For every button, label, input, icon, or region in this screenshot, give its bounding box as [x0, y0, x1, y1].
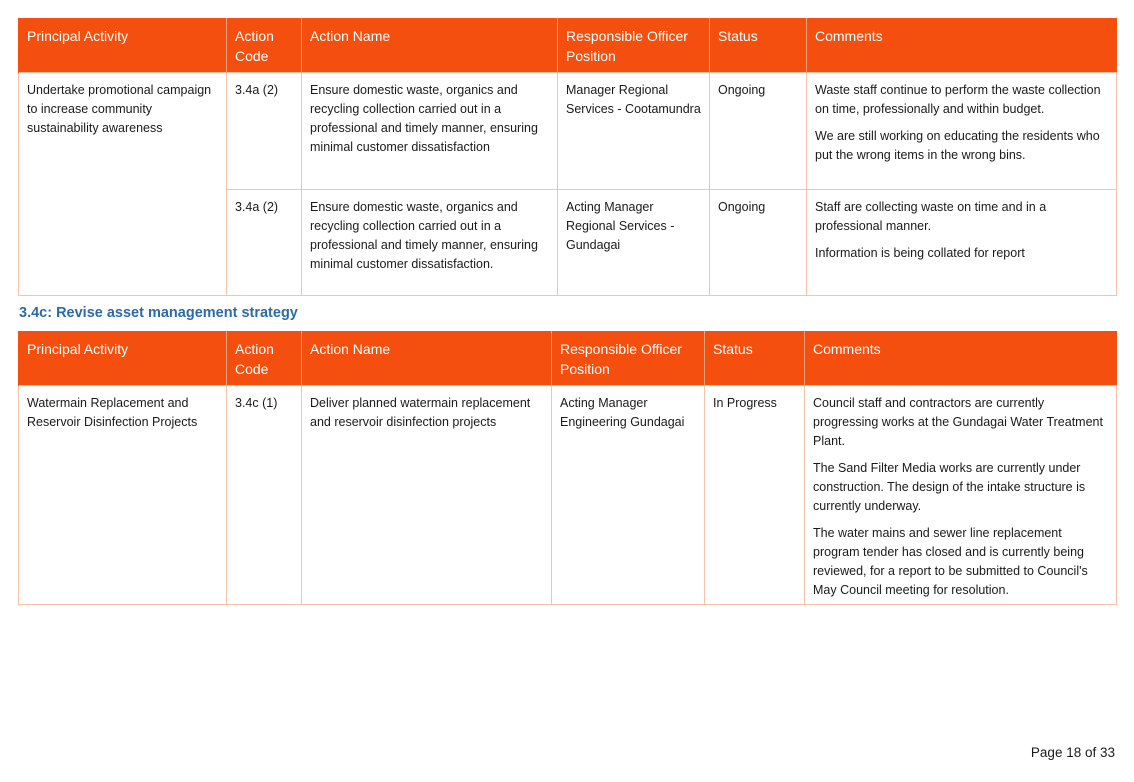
action-table-3-4c: [18, 331, 1117, 605]
comment-paragraph: The water mains and sewer line replacement program tender has closed and is currently being reviewed, for a report to be submitted to Council's May Council meeting for resolution.: [813, 526, 1088, 597]
action-code-cell: 3.4a (2): [227, 190, 302, 296]
header-responsible-officer: Responsible Officer Position: [552, 331, 705, 386]
header-action-name: Action Name: [302, 331, 552, 386]
principal-activity-cell: Watermain Replacement and Reservoir Disinfection Projects: [19, 386, 227, 605]
table-header-row: [19, 18, 1117, 73]
section-heading: 3.4c: Revise asset management strategy: [19, 305, 298, 321]
action-name-cell: Deliver planned watermain replacement and reservoir disinfection projects: [302, 386, 552, 605]
comment-paragraph: We are still working on educating the residents who put the wrong items in the wrong bins.: [815, 129, 1100, 162]
comment-paragraph: The Sand Filter Media works are currently under construction. The design of the intake structure is currently underway.: [813, 461, 1086, 513]
principal-activity-cell: Undertake promotional campaign to increase community sustainability awareness: [19, 73, 227, 296]
header-status: Status: [710, 18, 807, 73]
comment-paragraph: Waste staff continue to perform the waste collection on time, professionally and within budget.: [815, 83, 1101, 116]
status-cell: In Progress: [705, 386, 805, 605]
action-code-cell: 3.4a (2): [227, 73, 302, 190]
header-responsible-officer: Responsible Officer Position: [558, 18, 710, 73]
header-comments: Comments: [805, 331, 1117, 386]
action-code-cell: 3.4c (1): [227, 386, 302, 605]
header-principal-activity: Principal Activity: [19, 18, 227, 73]
table-row: [19, 73, 1117, 190]
comment-paragraph: Staff are collecting waste on time and in a professional manner.: [815, 200, 1047, 233]
header-action-code: Action Code: [227, 331, 302, 386]
table-header-row: [19, 331, 1117, 386]
action-name-cell: Ensure domestic waste, organics and recycling collection carried out in a professional and timely manner, ensuring minimal customer dissatisfaction: [302, 73, 558, 190]
comment-paragraph: Information is being collated for report: [815, 246, 1025, 260]
header-action-name: Action Name: [302, 18, 558, 73]
comments-cell: [807, 190, 1117, 296]
officer-cell: Acting Manager Regional Services - Gundagai: [558, 190, 710, 296]
status-cell: Ongoing: [710, 190, 807, 296]
header-status: Status: [705, 331, 805, 386]
comments-cell: [805, 386, 1117, 605]
header-action-code: Action Code: [227, 18, 302, 73]
comments-cell: [807, 73, 1117, 190]
action-name-cell: Ensure domestic waste, organics and recycling collection carried out in a professional and timely manner, ensuring minimal customer dissatisfaction.: [302, 190, 558, 296]
comment-paragraph: Council staff and contractors are currently progressing works at the Gundagai Water Treatment Plant.: [813, 396, 1103, 448]
header-comments: Comments: [807, 18, 1117, 73]
officer-cell: Manager Regional Services - Cootamundra: [558, 73, 710, 190]
status-cell: Ongoing: [710, 73, 807, 190]
action-table-3-4a: [18, 18, 1117, 296]
header-principal-activity: Principal Activity: [19, 331, 227, 386]
officer-cell: Acting Manager Engineering Gundagai: [552, 386, 705, 605]
table-row: [19, 386, 1117, 605]
page-number: Page 18 of 33: [1030, 745, 1115, 760]
